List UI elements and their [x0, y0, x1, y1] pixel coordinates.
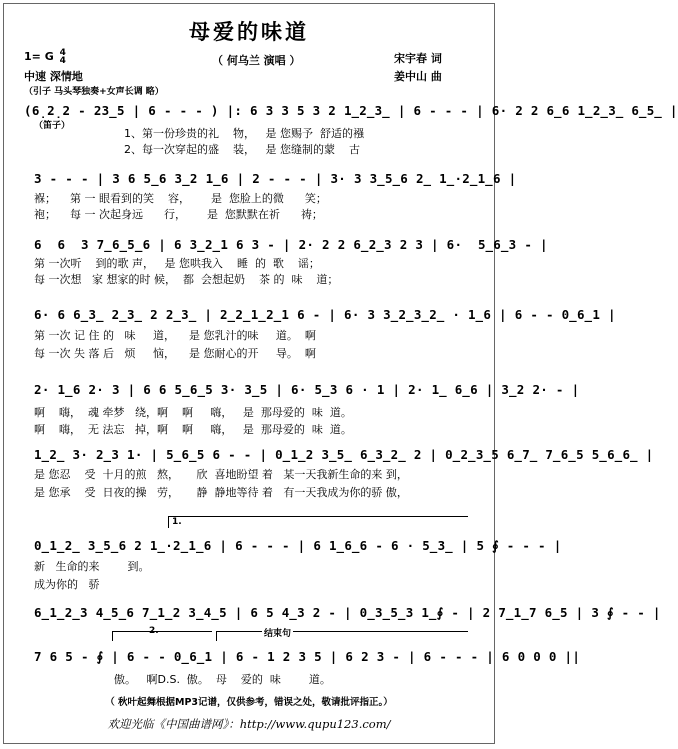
notation-line-1: (6̣2̣2 - 23̲5 | 6 - - - ) |: 6 3 3 5 3 2 1̲2̲3̲ | 6 - - - | 6· 2 2 6̲6 1̲2̲3̲ 6̲5̲ |	[24, 103, 678, 118]
lyric-line-6a: 是 您忍 受 十月的煎 熬， 欣 喜地盼望 着 某一天我新生命的来 到，	[34, 468, 408, 481]
composer-credit: 姜中山 曲	[394, 70, 442, 83]
lyric-line-3b: 每 一次想 家 想家的时 候， 都 会想起奶 茶 的 味 道；	[34, 273, 339, 286]
time-top: 4	[59, 48, 66, 58]
coda-start	[216, 631, 217, 641]
flute-label: （笛子）	[34, 121, 71, 131]
lyric-line-3a: 第 一次听 到的歌 声， 是 您哄我入 睡 的 歌 谣；	[34, 257, 320, 270]
volta-1-label: 1.	[172, 517, 182, 527]
performer-credit: （ 何乌兰 演唱 ）	[212, 54, 301, 67]
time-signature	[60, 49, 66, 65]
volta-1-start	[168, 516, 169, 528]
lyric-line-7a: 新 生命的来 到。	[34, 560, 150, 573]
lyric-line-4b: 每 一次 失 落 后 烦 恼， 是 您耐心的开 导。 啊	[34, 347, 316, 360]
lyric-line-2a: 褓； 第 一 眼看到的笑 容， 是 您脸上的微 笑；	[34, 192, 327, 205]
volta-2-start	[112, 631, 113, 641]
song-title: 母爱的味道	[189, 20, 309, 44]
tempo-marking: 中速 深情地	[24, 70, 83, 83]
lyric-line-4a: 第 一次 记 住 的 味 道， 是 您乳汁的味 道。 啊	[34, 329, 316, 342]
lyric-line-7b: 成为你的 骄	[34, 578, 100, 591]
notation-line-9: 7 6 5 - ∮ | 6 - - 0̲6̲1 | 6 - 1 2 3 5 | 6 2 3 - | 6 - - - | 6 0 0 0 ||	[34, 649, 581, 664]
sheet-page	[3, 3, 678, 744]
lyric-line-5b: 啊 嗨， 无 法忘 掉，啊 啊 嗨， 是 那母爱的 味 道。	[34, 423, 352, 436]
volta-2-bracket	[112, 631, 212, 632]
lyric-line-5a: 啊 嗨， 魂 牵梦 绕，啊 啊 嗨， 是 那母爱的 味 道。	[34, 406, 352, 419]
transcriber-note: （ 秋叶起舞根据MP3记谱，仅供参考，错误之处，敬请批评指正。）	[105, 697, 393, 708]
key-signature	[24, 49, 66, 65]
notation-line-6: 1̲2̲ 3· 2̲3 1· | 5̲6̲5 6 - - | 0̲1̲2 3̲5̲ 6̲3̲2̲ 2 | 0̲2̲3̲5 6̲7̲ 7̲6̲5 5̲6̲6̲ |	[34, 447, 654, 462]
notation-line-4: 6· 6 6̲3̲ 2̲3̲ 2 2̲3̲ | 2̲2̲1̲2̲1 6 - | 6· 3 3̲2̲3̲2̲ · 1̲6 | 6 - - 0̲6̲1 |	[34, 307, 616, 322]
lyricist-credit: 宋宇春 词	[394, 52, 442, 65]
notation-line-2: 3 - - - | 3 6 5̲6 3̲2 1̲6 | 2 - - - | 3· 3 3̲5̲6 2̲ 1̲·2̲1̲6 |	[34, 171, 517, 186]
intro-note: （引子 马头琴独奏+女声长调 略）	[24, 87, 164, 97]
key-label: 1= G	[24, 50, 54, 63]
notation-line-8: 6̲1̲2̲3 4̲5̲6 7̲1̲2 3̲4̲5 | 6 5 4̲3 2 - | 0̲3̲5̲3 1̲∮ - | 2 7̲1̲7 6̲5 | 3 ∮ - - |	[34, 605, 661, 620]
lyric-line-1a: 1、第一份珍贵的礼 物， 是 您赐予 舒适的襁	[124, 127, 364, 140]
lyric-line-9a: 傲。 啊D.S. 傲。 母 爱的 味 道。	[114, 673, 331, 686]
notation-line-3: 6 6 3 7̲6̲5̲6 | 6 3̲2̲1 6 3 - | 2· 2 2 6̲2̲3 2 3 | 6· 5̲6̲3 - |	[34, 237, 548, 252]
lyric-line-6b: 是 您承 受 日夜的操 劳， 静 静地等待 着 有一天我成为你的骄 傲，	[34, 486, 408, 499]
notation-line-7: 0̲1̲2̲ 3̲5̲6 2 1̲·2̲1̲6 | 6 - - - | 6 1̲6̲6 - 6 · 5̲3̲ | 5 ∮ - - - |	[34, 538, 562, 553]
volta-2-label: 2.	[149, 626, 159, 636]
lyric-line-1b: 2、每一次穿起的盛 装， 是 您缝制的蒙 古	[124, 143, 360, 156]
time-bottom: 4	[59, 56, 66, 66]
site-footer: 欢迎光临《中国曲谱网》：http://www.qupu123.com/	[107, 717, 391, 731]
notation-line-5: 2· 1̲6 2· 3 | 6 6 5̲6̲5 3· 3̲5 | 6· 5̲3 6 · 1 | 2· 1̲ 6̲6 | 3̲2 2· - |	[34, 382, 580, 397]
lyric-line-2b: 袍； 每 一 次起身远 行， 是 您默默在祈 祷；	[34, 208, 323, 221]
coda-label: 结束句	[262, 626, 293, 639]
volta-1-bracket	[168, 516, 468, 517]
coda-bracket	[216, 631, 468, 632]
